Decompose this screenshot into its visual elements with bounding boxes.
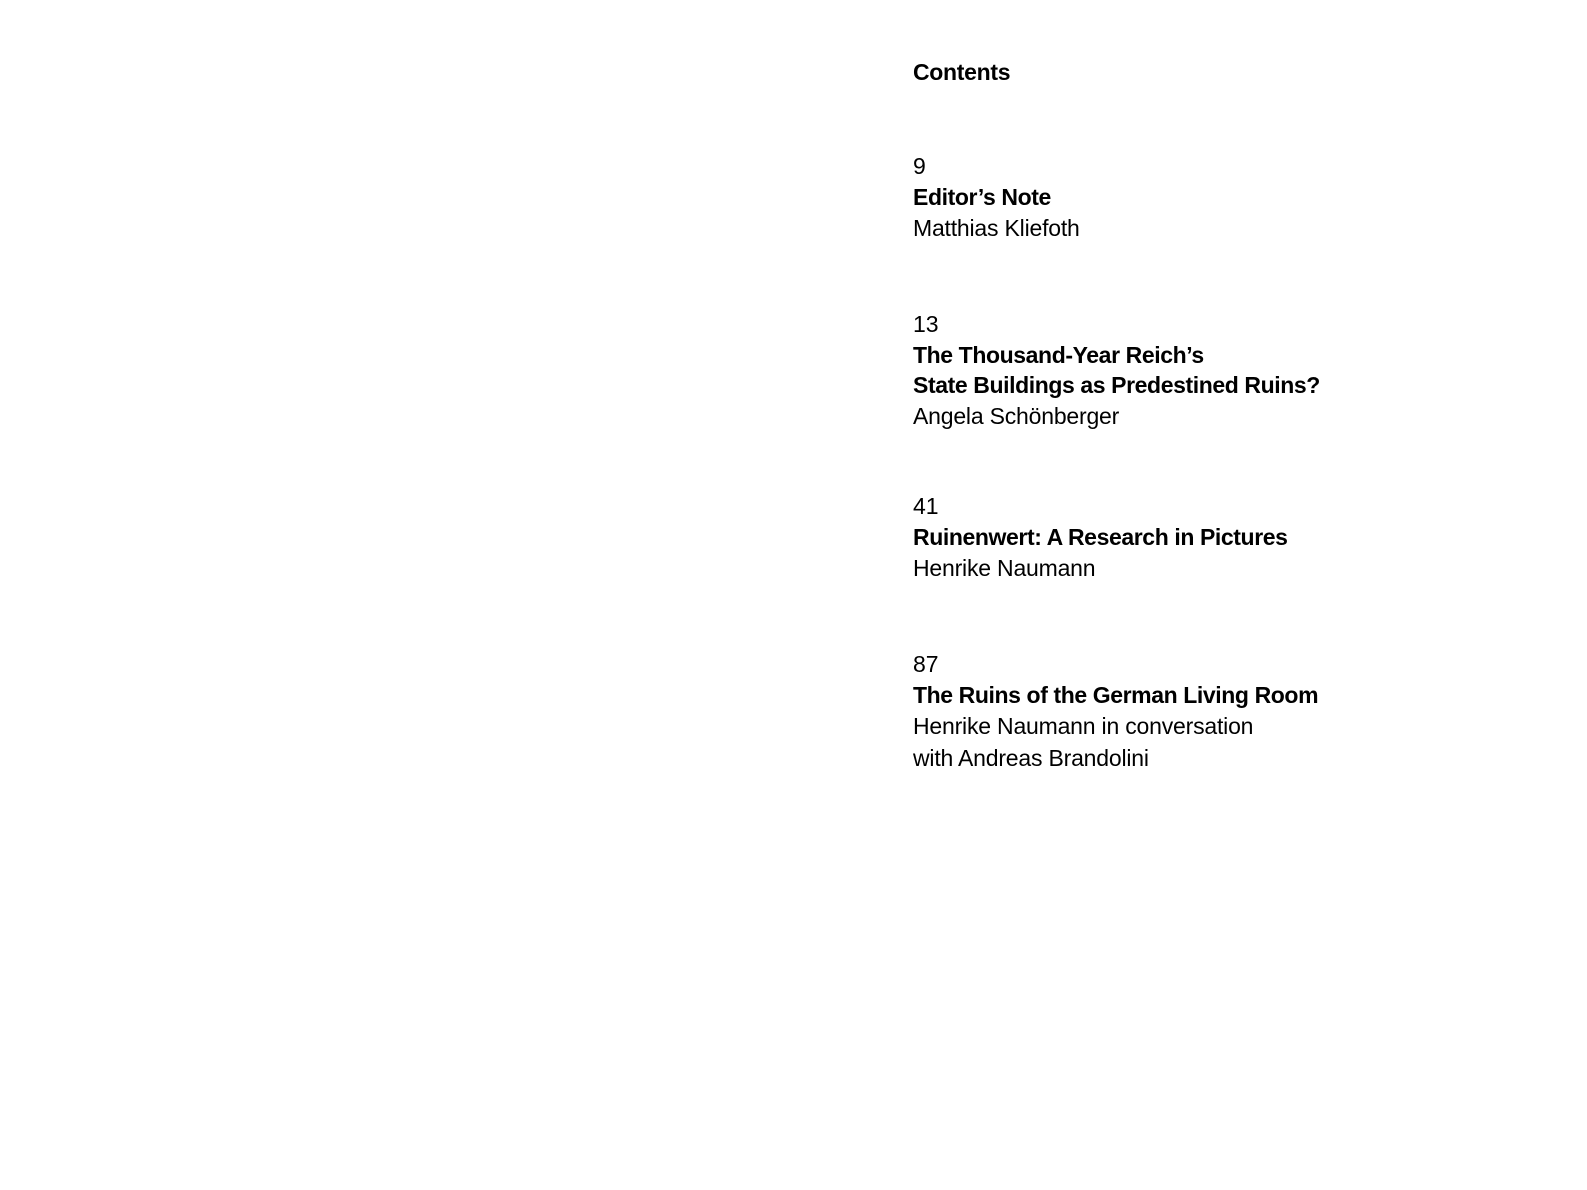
toc-title-line: Editor’s Note — [913, 184, 1051, 210]
toc-page-number: 41 — [913, 493, 939, 519]
toc-author — [913, 212, 1513, 244]
toc-title-line: State Buildings as Predestined Ruins? — [913, 372, 1320, 398]
contents-page — [793, 0, 1587, 1190]
toc-author-line: with Andreas Brandolini — [913, 745, 1149, 771]
toc-title-line: The Thousand-Year Reich’s — [913, 342, 1204, 368]
toc-entry — [913, 648, 1513, 774]
toc-page-number: 9 — [913, 153, 926, 179]
toc-title — [913, 340, 1513, 400]
contents-heading: Contents — [913, 59, 1011, 85]
toc-entry — [913, 490, 1513, 584]
toc-title — [913, 182, 1513, 212]
toc-author-line: Angela Schönberger — [913, 403, 1120, 429]
toc-author-line: Matthias Kliefoth — [913, 215, 1080, 241]
toc-page-number: 87 — [913, 651, 939, 677]
toc-page-number: 13 — [913, 311, 939, 337]
toc-entry — [913, 308, 1513, 432]
toc-title — [913, 680, 1513, 710]
toc-title-line: Ruinenwert: A Research in Pictures — [913, 524, 1288, 550]
toc-title — [913, 522, 1513, 552]
toc-author — [913, 552, 1513, 584]
left-page-blank — [0, 0, 793, 1190]
toc-author-line: Henrike Naumann in conversation — [913, 713, 1254, 739]
toc-author — [913, 400, 1513, 432]
toc-author — [913, 710, 1513, 774]
toc-title-line: The Ruins of the German Living Room — [913, 682, 1319, 708]
toc-entry — [913, 150, 1513, 244]
toc-author-line: Henrike Naumann — [913, 555, 1096, 581]
